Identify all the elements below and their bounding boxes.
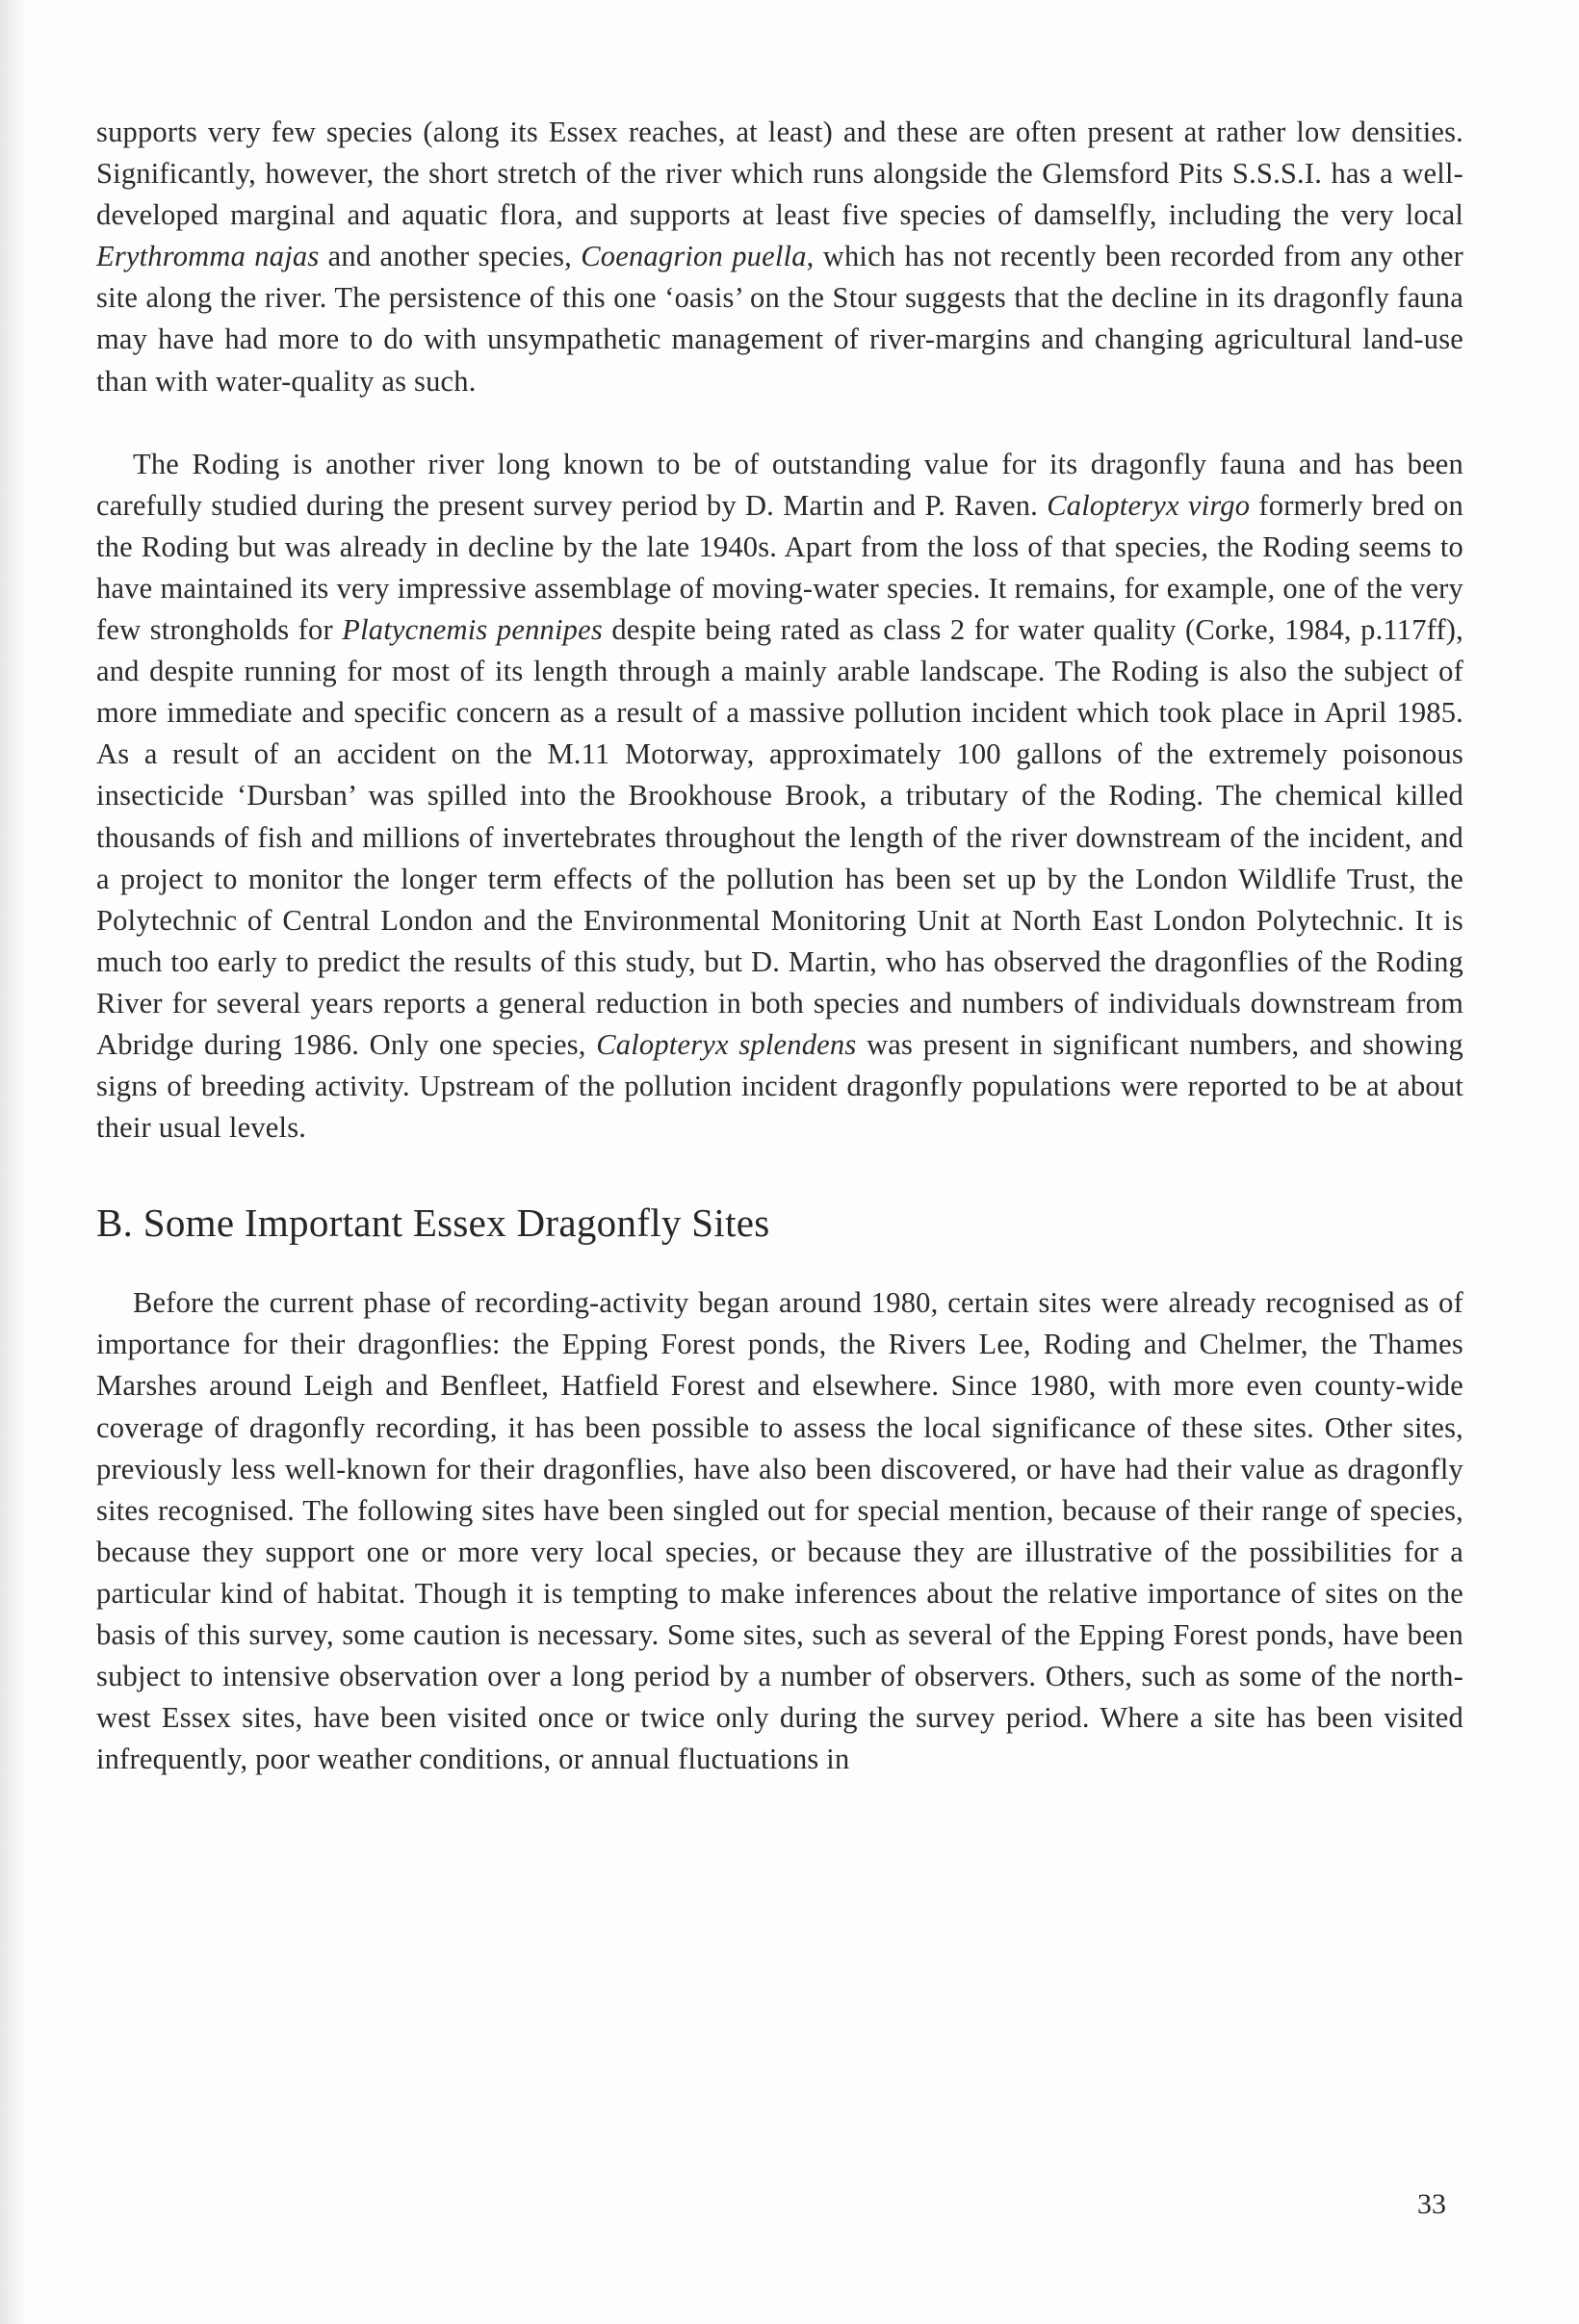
paragraph-text: and another species,: [319, 240, 582, 273]
section-heading: B. Some Important Essex Dragonfly Sites: [96, 1201, 770, 1246]
paragraph-stour: [96, 112, 1463, 402]
page-edge-shadow: [0, 0, 27, 2324]
paragraph-text: was present in significant numbers, and showing signs of breeding activity. Upstream of the pollution incident dragonfly populations were reported to be at about their usual levels.: [96, 1027, 1463, 1145]
paragraph-text: despite being rated as class 2 for water quality (Corke, 1984, p.117ff), and despite running for most of its length through a mainly arable landscape. The Roding is also the subject of more immediate and specific concern as a result of a massive pollution incident which took place in April 1985. As a result of an accident on the M.11 Motorway, approximately 100 gallons of the extremely poisonous insecticide ‘Dursban’ was spilled into the Brookhouse Brook, a tributary of the Roding. The chemical killed thousands of fish and millions of invertebrates throughout the length of the river downstream of the incident, and a project to monitor the longer term effects of the pollution has been set up by the London Wildlife Trust, the Polytechnic of Central London and the Environmental Monitoring Unit at North East London Polytechnic. It is much too early to predict the results of this study, but D. Martin, who has observed the dragonflies of the Roding River for several years reports a general reduction in both species and numbers of individuals downstream from Abridge during 1986. Only one species,: [96, 613, 1463, 1061]
paragraph-text: supports very few species (along its Essex reaches, at least) and these are often present at rather low densities. Significantly, however, the short stretch of the river which runs alongside the Glemsford Pits S.S.S.I. has a well-developed marginal and aquatic flora, and supports at least five species of damselfly, including the very local: [96, 116, 1463, 232]
species-name: Erythromma najas: [96, 240, 320, 273]
paragraph-text: , which has not recently been recorded from any other site along the river. The persistence of this one ‘oasis’ on the Stour suggests that the decline in its dragonfly fauna may have had more to do with unsympathetic management of river-margins and changing agricultural land-use than with water-quality as such.: [96, 240, 1464, 398]
species-name: Calopteryx splendens: [596, 1027, 857, 1061]
species-name: Calopteryx virgo: [1047, 488, 1251, 522]
paragraph-text: formerly bred on the Roding but was already in decline by the late 1940s. Apart from the loss of that species, the Roding seems to have maintained its very impressive assemblage of moving-water species. It remains, for example, one of the very few strongholds for: [96, 488, 1463, 647]
page-body: [96, 112, 1463, 1780]
species-name: Platycnemis pennipes: [342, 613, 603, 647]
paragraph-roding: [96, 444, 1463, 1149]
paragraph-text: The Roding is another river long known to be of outstanding value for its dragonfly fauna and has been carefully studied during the present survey period by D. Martin and P. Raven.: [96, 447, 1463, 522]
paragraph-important-sites: Before the current phase of recording-activity began around 1980, certain sites were already recognised as of importance for their dragonflies: the Epping Forest ponds, the Rivers Lee, Roding and Chelmer, the Thames Marshes around Leigh and Benfleet, Hatfield Forest and elsewhere. Since 1980, with more even county-wide coverage of dragonfly recording, it has been possible to assess the local significance of these sites. Other sites, previously less well-known for their dragonflies, have also been discovered, or have had their value as dragonfly sites recognised. The following sites have been singled out for special mention, because of their range of species, because they support one or more very local species, or because they are illustrative of the possibilities for a particular kind of habitat. Though it is tempting to make inferences about the relative importance of sites on the basis of this survey, some caution is necessary. Some sites, such as several of the Epping Forest ponds, have been subject to intensive observation over a long period by a number of observers. Others, such as some of the north-west Essex sites, have been visited once or twice only during the survey period. Where a site has been visited infrequently, poor weather conditions, or annual fluctuations in: [96, 1286, 1463, 1776]
species-name: Coenagrion puella: [581, 240, 807, 273]
